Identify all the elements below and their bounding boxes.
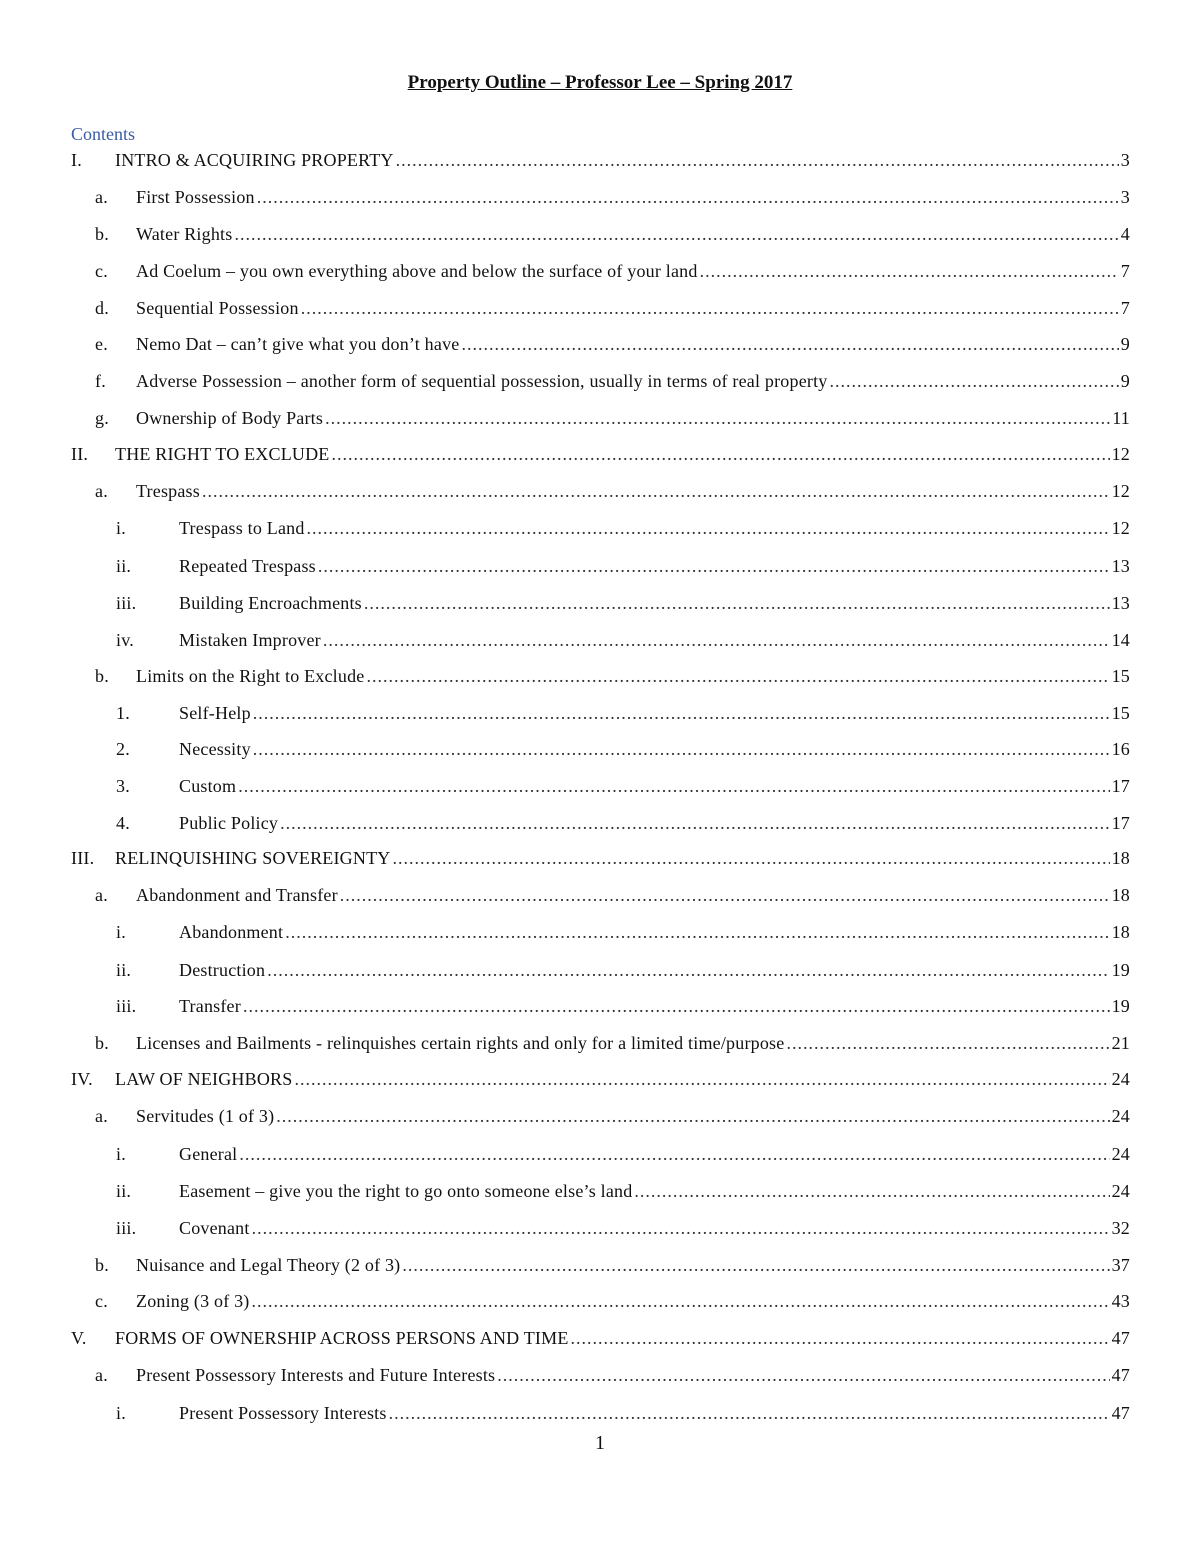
- toc-entry[interactable]: [116, 739, 1130, 765]
- toc-entry-number: g.: [95, 408, 109, 428]
- toc-entry-page: 18: [1111, 848, 1130, 868]
- toc-entry-title: Licenses and Bailments - relinquishes certain rights and only for a limited time/purpose: [136, 1033, 785, 1053]
- toc-entry-title: Transfer: [179, 996, 241, 1016]
- toc-entry[interactable]: [116, 556, 1130, 582]
- toc-entry[interactable]: [116, 996, 1130, 1022]
- toc-entry-page: 9: [1120, 371, 1130, 391]
- dot-leader: [253, 739, 1110, 760]
- toc-entry-number: a.: [95, 1365, 108, 1385]
- toc-entry-page: 14: [1111, 630, 1130, 650]
- toc-entry[interactable]: [95, 1106, 1130, 1132]
- toc-entry-number: i.: [116, 1144, 126, 1164]
- contents-heading: Contents: [71, 124, 136, 144]
- toc-entry[interactable]: [95, 1033, 1130, 1059]
- toc-entry[interactable]: [116, 1403, 1130, 1429]
- dot-leader: [294, 1069, 1109, 1090]
- toc-entry-number: a.: [95, 1106, 108, 1126]
- toc-entry-title: Easement – give you the right to go onto someone else’s land: [179, 1181, 633, 1201]
- dot-leader: [340, 885, 1110, 906]
- toc-entry[interactable]: [116, 593, 1130, 619]
- toc-entry-number: i.: [116, 922, 126, 942]
- dot-leader: [402, 1255, 1109, 1276]
- toc-entry[interactable]: [95, 187, 1130, 213]
- toc-entry-number: b.: [95, 666, 109, 686]
- dot-leader: [396, 150, 1119, 171]
- toc-entry[interactable]: [116, 703, 1130, 729]
- toc-entry-page: 47: [1111, 1365, 1130, 1385]
- toc-entry[interactable]: [116, 813, 1130, 839]
- toc-entry-page: 12: [1111, 518, 1130, 538]
- dot-leader: [307, 518, 1110, 539]
- toc-entry-title: LAW OF NEIGHBORS: [115, 1069, 293, 1089]
- toc-entry[interactable]: [95, 1255, 1130, 1281]
- toc-entry[interactable]: [95, 371, 1130, 397]
- toc-entry-page: 15: [1111, 703, 1130, 723]
- dot-leader: [234, 224, 1118, 245]
- toc-entry[interactable]: [116, 518, 1130, 544]
- toc-entry-number: b.: [95, 1255, 109, 1275]
- toc-entry-number: c.: [95, 261, 108, 281]
- toc-entry-number: I.: [71, 150, 82, 170]
- toc-entry[interactable]: [71, 1069, 1130, 1095]
- toc-entry-page: 4: [1120, 224, 1130, 244]
- toc-entry-title: Abandonment: [179, 922, 284, 942]
- toc-entry-page: 17: [1111, 813, 1130, 833]
- toc-entry-title: Mistaken Improver: [179, 630, 321, 650]
- toc-entry-number: b.: [95, 224, 109, 244]
- document-title: Property Outline – Professor Lee – Spring 2017: [407, 72, 793, 93]
- dot-leader: [366, 666, 1109, 687]
- dot-leader: [634, 1181, 1109, 1202]
- toc-entry-title: RELINQUISHING SOVEREIGNTY: [115, 848, 391, 868]
- toc-entry-page: 18: [1111, 885, 1130, 905]
- toc-entry[interactable]: [116, 630, 1130, 656]
- toc-entry-page: 9: [1120, 334, 1130, 354]
- dot-leader: [251, 1291, 1109, 1312]
- toc-entry-title: INTRO & ACQUIRING PROPERTY: [115, 150, 394, 170]
- toc-entry-page: 24: [1111, 1069, 1130, 1089]
- toc-entry-number: c.: [95, 1291, 108, 1311]
- toc-entry[interactable]: [95, 408, 1130, 434]
- toc-entry-title: Limits on the Right to Exclude: [136, 666, 365, 686]
- toc-entry-page: 13: [1111, 593, 1130, 613]
- toc-entry[interactable]: [95, 298, 1130, 324]
- toc-entry[interactable]: [71, 150, 1130, 176]
- toc-entry-page: 16: [1111, 739, 1130, 759]
- toc-entry[interactable]: [95, 666, 1130, 692]
- toc-entry-title: Ad Coelum – you own everything above and below the surface of your land: [136, 261, 698, 281]
- toc-entry-title: Trespass to Land: [179, 518, 305, 538]
- toc-entry[interactable]: [116, 922, 1130, 948]
- toc-entry-title: Servitudes (1 of 3): [136, 1106, 275, 1126]
- toc-entry-number: III.: [71, 848, 95, 868]
- toc-entry-page: 24: [1111, 1144, 1130, 1164]
- dot-leader: [276, 1106, 1109, 1127]
- toc-entry[interactable]: [116, 1144, 1130, 1170]
- toc-entry-title: Ownership of Body Parts: [136, 408, 324, 428]
- toc-entry-title: Zoning (3 of 3): [136, 1291, 250, 1311]
- dot-leader: [239, 1144, 1109, 1165]
- toc-entry-number: e.: [95, 334, 108, 354]
- toc-entry-page: 47: [1111, 1403, 1130, 1423]
- toc-entry-title: Repeated Trespass: [179, 556, 316, 576]
- toc-entry-title: Destruction: [179, 960, 266, 980]
- toc-entry-title: Trespass: [136, 481, 200, 501]
- toc-entry-number: a.: [95, 187, 108, 207]
- toc-entry-title: Sequential Possession: [136, 298, 299, 318]
- toc-entry-number: V.: [71, 1328, 87, 1348]
- dot-leader: [323, 630, 1110, 651]
- toc-entry-page: 43: [1111, 1291, 1130, 1311]
- dot-leader: [301, 298, 1119, 319]
- dot-leader: [389, 1403, 1110, 1424]
- toc-entry-title: Public Policy: [179, 813, 279, 833]
- toc-entry-page: 19: [1111, 960, 1130, 980]
- toc-entry[interactable]: [116, 1181, 1130, 1207]
- toc-entry-page: 7: [1120, 298, 1130, 318]
- toc-entry-title: Adverse Possession – another form of sequential possession, usually in terms of real property: [136, 371, 828, 391]
- toc-entry[interactable]: [95, 261, 1130, 287]
- toc-entry[interactable]: [95, 885, 1130, 911]
- dot-leader: [252, 1218, 1110, 1239]
- toc-entry-title: Nuisance and Legal Theory (2 of 3): [136, 1255, 401, 1275]
- toc-entry[interactable]: [71, 444, 1130, 470]
- toc-entry-title: First Possession: [136, 187, 255, 207]
- dot-leader: [280, 813, 1109, 834]
- toc-entry[interactable]: [71, 848, 1130, 874]
- toc-entry-number: 3.: [116, 776, 130, 796]
- page-number: 1: [595, 1432, 605, 1454]
- toc-entry-number: ii.: [116, 1181, 132, 1201]
- dot-leader: [364, 593, 1110, 614]
- dot-leader: [829, 371, 1118, 392]
- toc-entry[interactable]: [116, 1218, 1130, 1244]
- dot-leader: [392, 848, 1109, 869]
- toc-entry-number: iv.: [116, 630, 134, 650]
- toc-entry-page: 11: [1112, 408, 1130, 428]
- toc-entry-number: 1.: [116, 703, 130, 723]
- toc-entry-title: FORMS OF OWNERSHIP ACROSS PERSONS AND TIME: [115, 1328, 569, 1348]
- toc-entry-number: b.: [95, 1033, 109, 1053]
- toc-entry-page: 13: [1111, 556, 1130, 576]
- toc-entry-title: Abandonment and Transfer: [136, 885, 338, 905]
- toc-entry[interactable]: [116, 776, 1130, 802]
- toc-entry-number: ii.: [116, 556, 132, 576]
- toc-entry-page: 12: [1111, 444, 1130, 464]
- toc-entry-page: 17: [1111, 776, 1130, 796]
- toc-entry-page: 18: [1111, 922, 1130, 942]
- toc-entry-number: 2.: [116, 739, 130, 759]
- toc-entry-page: 3: [1120, 187, 1130, 207]
- toc-entry-page: 15: [1111, 666, 1130, 686]
- toc-entry[interactable]: [95, 224, 1130, 250]
- toc-entry-number: iii.: [116, 1218, 137, 1238]
- toc-entry-number: a.: [95, 481, 108, 501]
- toc-entry[interactable]: [95, 1365, 1130, 1391]
- dot-leader: [285, 922, 1109, 943]
- toc-entry-page: 47: [1111, 1328, 1130, 1348]
- toc-entry-page: 12: [1111, 481, 1130, 501]
- dot-leader: [497, 1365, 1109, 1386]
- toc-entry-page: 3: [1120, 150, 1130, 170]
- toc-entry-title: General: [179, 1144, 238, 1164]
- dot-leader: [318, 556, 1110, 577]
- toc-entry-number: ii.: [116, 960, 132, 980]
- toc-entry-number: i.: [116, 518, 126, 538]
- toc-entry-title: Self-Help: [179, 703, 251, 723]
- toc-entry-title: Present Possessory Interests and Future Interests: [136, 1365, 496, 1385]
- toc-entry-number: 4.: [116, 813, 130, 833]
- dot-leader: [253, 703, 1110, 724]
- toc-entry-number: iii.: [116, 996, 137, 1016]
- toc-entry-title: Nemo Dat – can’t give what you don’t have: [136, 334, 460, 354]
- dot-leader: [243, 996, 1110, 1017]
- toc-entry-number: a.: [95, 885, 108, 905]
- toc-entry-number: f.: [95, 371, 106, 391]
- dot-leader: [700, 261, 1119, 282]
- dot-leader: [571, 1328, 1110, 1349]
- dot-leader: [461, 334, 1118, 355]
- toc-entry-title: Building Encroachments: [179, 593, 362, 613]
- dot-leader: [332, 444, 1110, 465]
- toc-entry-title: Covenant: [179, 1218, 250, 1238]
- toc-entry-page: 19: [1111, 996, 1130, 1016]
- toc-entry-number: IV.: [71, 1069, 93, 1089]
- toc-entry-page: 32: [1111, 1218, 1130, 1238]
- toc-entry-title: Necessity: [179, 739, 251, 759]
- toc-entry-page: 7: [1120, 261, 1130, 281]
- toc-entry-title: Water Rights: [136, 224, 233, 244]
- toc-entry-page: 37: [1111, 1255, 1130, 1275]
- toc-entry[interactable]: [116, 960, 1130, 986]
- dot-leader: [325, 408, 1110, 429]
- dot-leader: [202, 481, 1110, 502]
- toc-entry-number: II.: [71, 444, 89, 464]
- dot-leader: [238, 776, 1109, 797]
- dot-leader: [786, 1033, 1109, 1054]
- toc-entry-number: d.: [95, 298, 109, 318]
- toc-entry-page: 24: [1111, 1181, 1130, 1201]
- dot-leader: [267, 960, 1109, 981]
- toc-entry-page: 21: [1111, 1033, 1130, 1053]
- toc-entry[interactable]: [95, 481, 1130, 507]
- dot-leader: [257, 187, 1119, 208]
- toc-entry[interactable]: [95, 334, 1130, 360]
- toc-entry-title: THE RIGHT TO EXCLUDE: [115, 444, 330, 464]
- toc-entry[interactable]: [71, 1328, 1130, 1354]
- toc-entry-page: 24: [1111, 1106, 1130, 1126]
- toc-entry-number: i.: [116, 1403, 126, 1423]
- toc-entry-number: iii.: [116, 593, 137, 613]
- toc-entry-title: Custom: [179, 776, 237, 796]
- toc-entry[interactable]: [95, 1291, 1130, 1317]
- toc-entry-title: Present Possessory Interests: [179, 1403, 387, 1423]
